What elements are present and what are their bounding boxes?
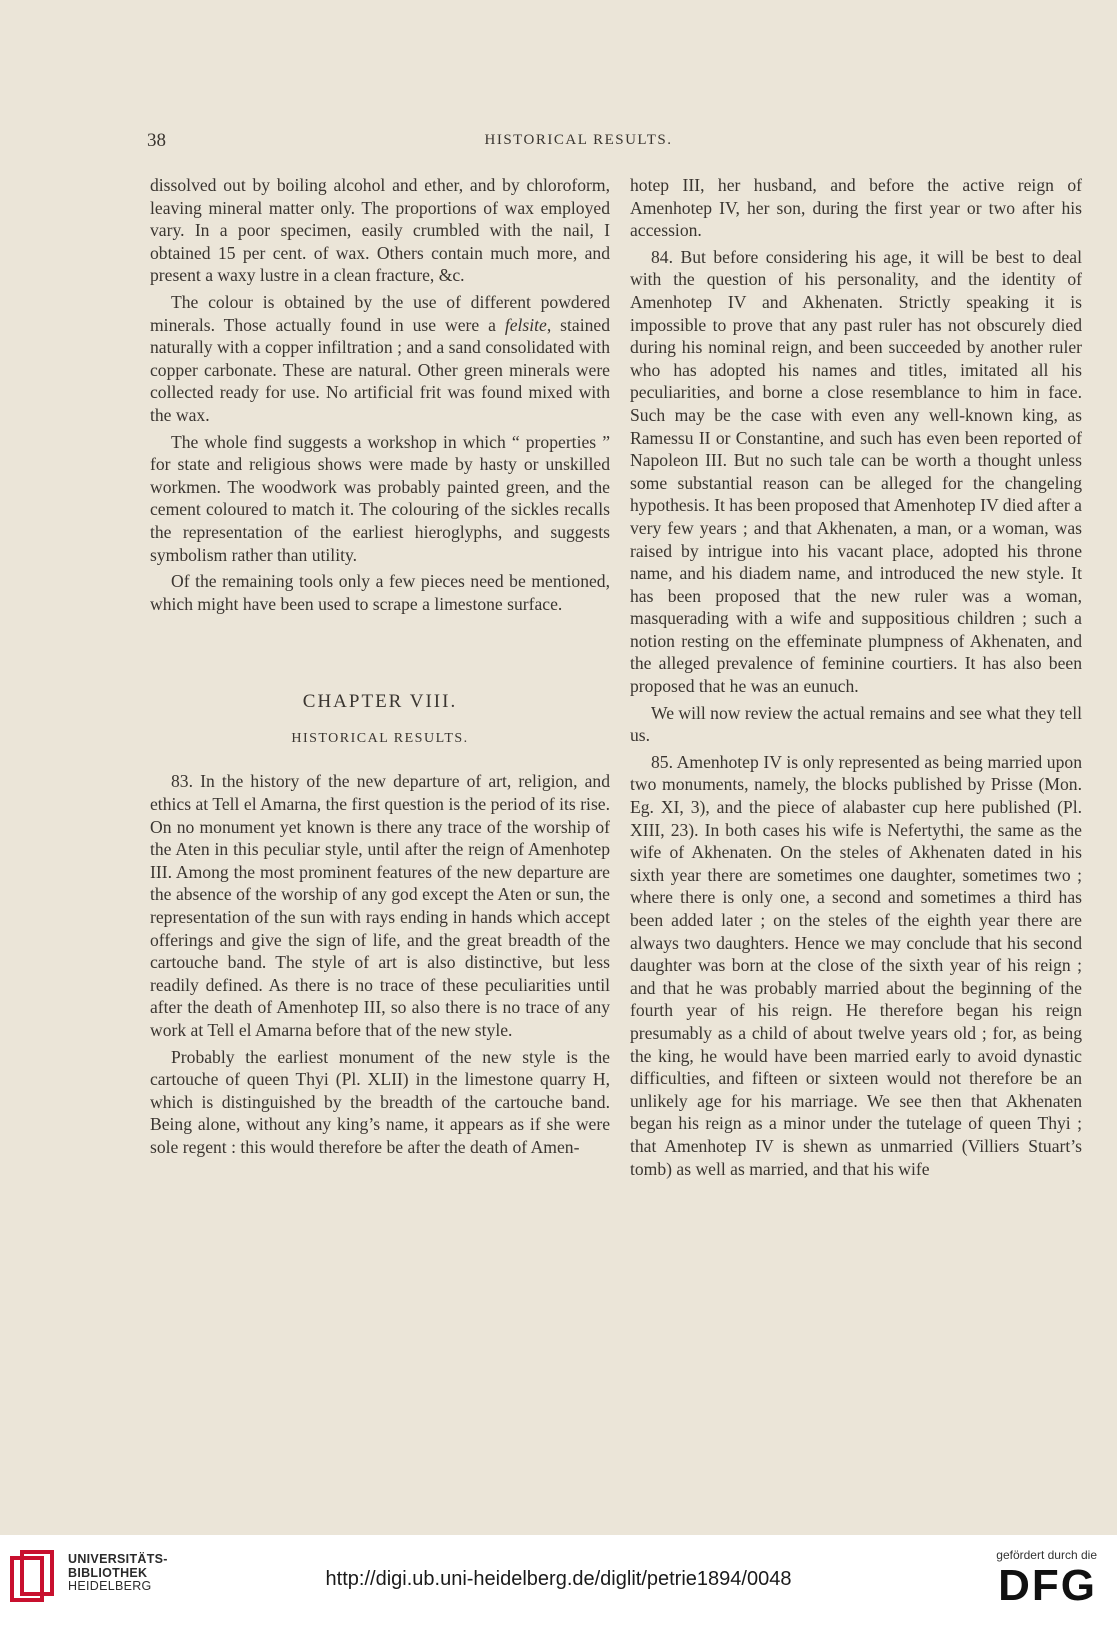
- text-span: The colour is obtained by the use of different powdered minerals. Those actually found in use were a: [150, 291, 610, 335]
- paragraph: dissolved out by boiling alcohol and ether, and by chloroform, leaving mineral matter only. The proportions of wax employed vary. In a poor specimen, easily crumbled with the nail, I obtained 15 per cent. of wax. Others contain much more, and present a waxy lustre in a clean fracture, &c.: [150, 175, 610, 286]
- library-line: HEIDELBERG: [68, 1579, 152, 1593]
- paragraph: 83. In the history of the new departure of art, religion, and ethics at Tell el Amarna, the first question is the period of its rise. On no monument yet known is there any trace of the worship of the Aten in this peculiar style, until after the reign of Amenhotep III. Among the most prominent features of the new departure are the absence of the worship of any god except the Aten or sun, the representation of the sun with rays ending in hands which accept offerings and give the sign of life, and the great breadth of the cartouche band. The style of art is also distinctive, but less readily defined. As there is no trace of these peculiarities until after the death of Amenhotep III, so also there is no trace of any work at Tell el Amarna before that of the new style.: [150, 771, 610, 1040]
- source-url-link[interactable]: http://digi.ub.uni-heidelberg.de/diglit/petrie1894/0048: [325, 1568, 792, 1590]
- dfg-logo: DFG: [998, 1561, 1097, 1610]
- text-span: , stained naturally with a copper infiltration ; and a sand consolidated with copper carbonate. These are natural. Other green minerals were collected ready for use. No artificial frit was found mixed with the wax.: [150, 314, 610, 425]
- paragraph: Of the remaining tools only a few pieces need be mentioned, which might have been used to scrape a limestone surface.: [150, 571, 610, 614]
- paragraph: We will now review the actual remains and see what they tell us.: [630, 702, 1082, 746]
- paragraph: Probably the earliest monument of the new style is the cartouche of queen Thyi (Pl. XLII) in the limestone quarry H, which is distinguished by the breadth of the cartouche band. Being alone, without any king’s name, it appears as if she were sole regent : this would therefore be after the death of Amen-: [150, 1046, 610, 1157]
- left-column: [150, 174, 610, 1159]
- running-head: HISTORICAL RESULTS.: [484, 132, 673, 148]
- right-column: [630, 174, 1082, 1180]
- paragraph: 84. But before considering his age, it will be best to deal with the question of his personality, and the identity of Amenhotep IV and Akhenaten. Strictly speaking it is impossible to prove that any past ruler has not obscurely died during his nominal reign, and been succeeded by another ruler who has adopted his names and titles, imitated all his peculiarities, and borne a close resemblance to him in face. Such may be the case with even any well-known king, as Ramessu II or Constantine, and such has even been reported of Napoleon III. But no such tale can be worth a thought unless some substantial reason can be alleged for the changeling hypothesis. It has been proposed that Amenhotep IV died after a very few years ; and that Akhenaten, a man, or a woman, was raised by intrigue into his vacant place, adopted his throne name, and his diadem name, and introduced the new style. It has been proposed that the new ruler was a woman, masquerading with a wife and suppositious children ; such a notion resting on the effeminate plumpness of Akhenaten, and the alleged prevalence of feminine courtiers. It has also been proposed that he was an eunuch.: [630, 246, 1082, 697]
- chapter-title: CHAPTER VIII.: [302, 691, 458, 713]
- funder-block: [996, 1548, 1097, 1610]
- page-number: 38: [147, 130, 166, 151]
- library-line: UNIVERSITÄTS-: [68, 1552, 168, 1566]
- library-line: BIBLIOTHEK: [68, 1565, 148, 1580]
- paragraph: [150, 291, 610, 427]
- paragraph: The whole find suggests a workshop in which “ properties ” for state and religious shows were made by hasty or unskilled workmen. The woodwork was probably painted green, and the cement coloured to match it. The colouring of the sickles recalls the representation of the earliest hieroglyphs, and suggests symbolism rather than utility.: [150, 431, 610, 565]
- emphasis-felsite: felsite: [504, 314, 547, 335]
- chapter-subtitle: HISTORICAL RESULTS.: [291, 730, 469, 746]
- paragraph: 85. Amenhotep IV is only represented as being married upon two monuments, namely, the blocks published by Prisse (Mon. Eg. XI, 3), and the piece of alabaster cup here published (Pl. XIII, 23). In both cases his wife is Nefertythi, the same as the wife of Akhenaten. On the steles of Akhenaten dated in his sixth year there are sometimes one daughter, sometimes two ; where there is only one, a second and sometimes a third has been added later ; on the steles of the eighth year there are always two daughters. Hence we may conclude that his second daughter was born at the close of the sixth year of his reign ; and that he was probably married about the beginning of the fourth year of his reign. He therefore began his reign presumably as a child of about twelve years old ; for, as being the king, he would have been married early to avoid dynastic difficulties, and fifteen or sixteen would not therefore be an unlikely age for his marriage. We see then that Akhenaten began his reign as a minor under the tutelage of queen Thyi ; that Amenhotep IV is shewn as unmarried (Villiers Stuart’s tomb) as well as married, and that his wife: [630, 751, 1082, 1179]
- funder-text: gefördert durch die: [996, 1548, 1097, 1562]
- paragraph: hotep III, her husband, and before the active reign of Amenhotep IV, her son, during the first year or two after his accession.: [630, 175, 1082, 241]
